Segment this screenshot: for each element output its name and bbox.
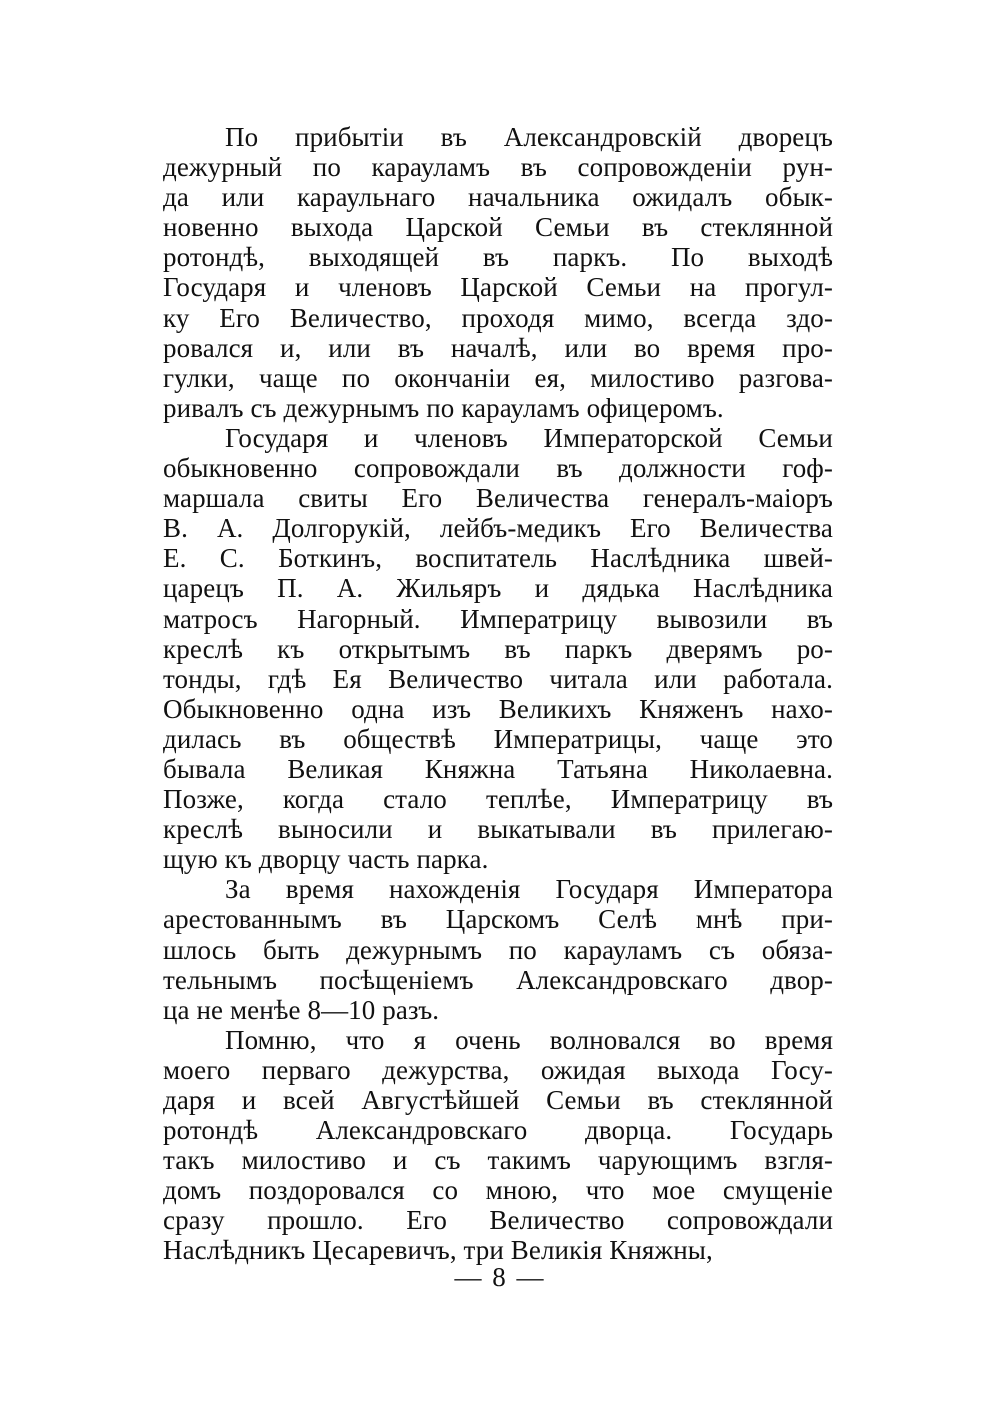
text-line: арестованнымъ въ Царскомъ Селѣ мнѣ при- bbox=[163, 904, 833, 935]
text-line: ривалъ съ дежурнымъ по карауламъ офицеромъ. bbox=[163, 392, 724, 423]
text-line: даря и всей Августѣйшей Семьи въ стеклянной bbox=[163, 1085, 833, 1115]
text-line: Наслѣдникъ Цесаревичъ, три Великiя Княжны, bbox=[163, 1235, 713, 1266]
text-line: дилась въ обществѣ Императрицы, чаще это bbox=[163, 723, 833, 754]
text-line: такъ милостиво и съ такимъ чарующимъ взгля- bbox=[163, 1145, 833, 1176]
page-number: — 8 — bbox=[454, 1262, 546, 1292]
paragraph bbox=[163, 122, 833, 423]
text-line: новенно выхода Царской Семьи въ стеклянной bbox=[163, 212, 833, 243]
text-line: маршала свиты Его Величества генералъ-маiоръ bbox=[163, 483, 833, 514]
text-line: моего перваго дежурства, ожидая выхода Госу- bbox=[163, 1054, 833, 1085]
text-line: обыкновенно сопровождали въ должности гоф- bbox=[163, 453, 833, 484]
body-text bbox=[163, 122, 833, 1266]
text-line: креслѣ выносили и выкатывали въ прилегаю- bbox=[163, 814, 833, 845]
text-line: царецъ П. А. Жильяръ и дядька Наслѣдника bbox=[163, 573, 833, 604]
text-line: сразу прошло. Его Величество сопровождали bbox=[163, 1205, 833, 1236]
text-line: ровался и, или въ началѣ, или во время про- bbox=[163, 332, 833, 363]
text-line: да или караульнаго начальника ожидалъ обык- bbox=[163, 182, 833, 213]
paragraph bbox=[163, 423, 833, 874]
text-line: Е. С. Боткинъ, воспитатель Наслѣдника швей- bbox=[163, 543, 833, 574]
text-line: Помню, что я очень волновался во время bbox=[225, 1024, 833, 1055]
text-line: дежурный по карауламъ въ сопровожденiи рун- bbox=[163, 152, 833, 183]
text-line: домъ поздоровался со мною, что мое смущенiе bbox=[163, 1175, 833, 1206]
paragraph bbox=[163, 1025, 833, 1266]
text-line: щую къ дворцу часть парка. bbox=[163, 844, 489, 875]
text-line: Государя и членовъ Императорской Семьи bbox=[225, 422, 833, 453]
text-line: Государя и членовъ Царской Семьи на прогул- bbox=[163, 272, 833, 303]
text-line: Позже, когда стало теплѣе, Императрицу въ bbox=[163, 784, 833, 815]
text-line: матросъ Нагорный. Императрицу вывозили въ bbox=[163, 603, 833, 634]
text-line: ротондѣ Александровскаго дворца. Государь bbox=[163, 1115, 833, 1146]
text-line: шлось быть дежурнымъ по карауламъ съ обяза- bbox=[163, 934, 833, 965]
text-line: бывала Великая Княжна Татьяна Николаевна. bbox=[163, 753, 833, 784]
text-line: тельнымъ посѣщенiемъ Александровскаго двор- bbox=[163, 964, 833, 995]
paragraph bbox=[163, 874, 833, 1024]
text-line: ротондѣ, выходящей въ паркъ. По выходѣ bbox=[163, 242, 833, 273]
text-line: гулки, чаще по окончанiи ея, милостиво разгова- bbox=[163, 362, 833, 393]
text-line: ца не менѣе 8—10 разъ. bbox=[163, 994, 440, 1025]
text-line: креслѣ къ открытымъ въ паркъ дверямъ ро- bbox=[163, 633, 833, 664]
text-line: В. А. Долгорукiй, лейбъ-медикъ Его Величества bbox=[163, 513, 833, 544]
text-line: ку Его Величество, проходя мимо, всегда здо- bbox=[163, 302, 833, 333]
text-line: По прибытiи въ Александровскiй дворецъ bbox=[225, 122, 833, 152]
text-line: За время нахожденiя Государя Императора bbox=[225, 874, 833, 905]
text-line: тонды, гдѣ Ея Величество читала или работала. bbox=[163, 663, 833, 694]
text-line: Обыкновенно одна изъ Великихъ Княженъ нахо- bbox=[163, 693, 833, 724]
